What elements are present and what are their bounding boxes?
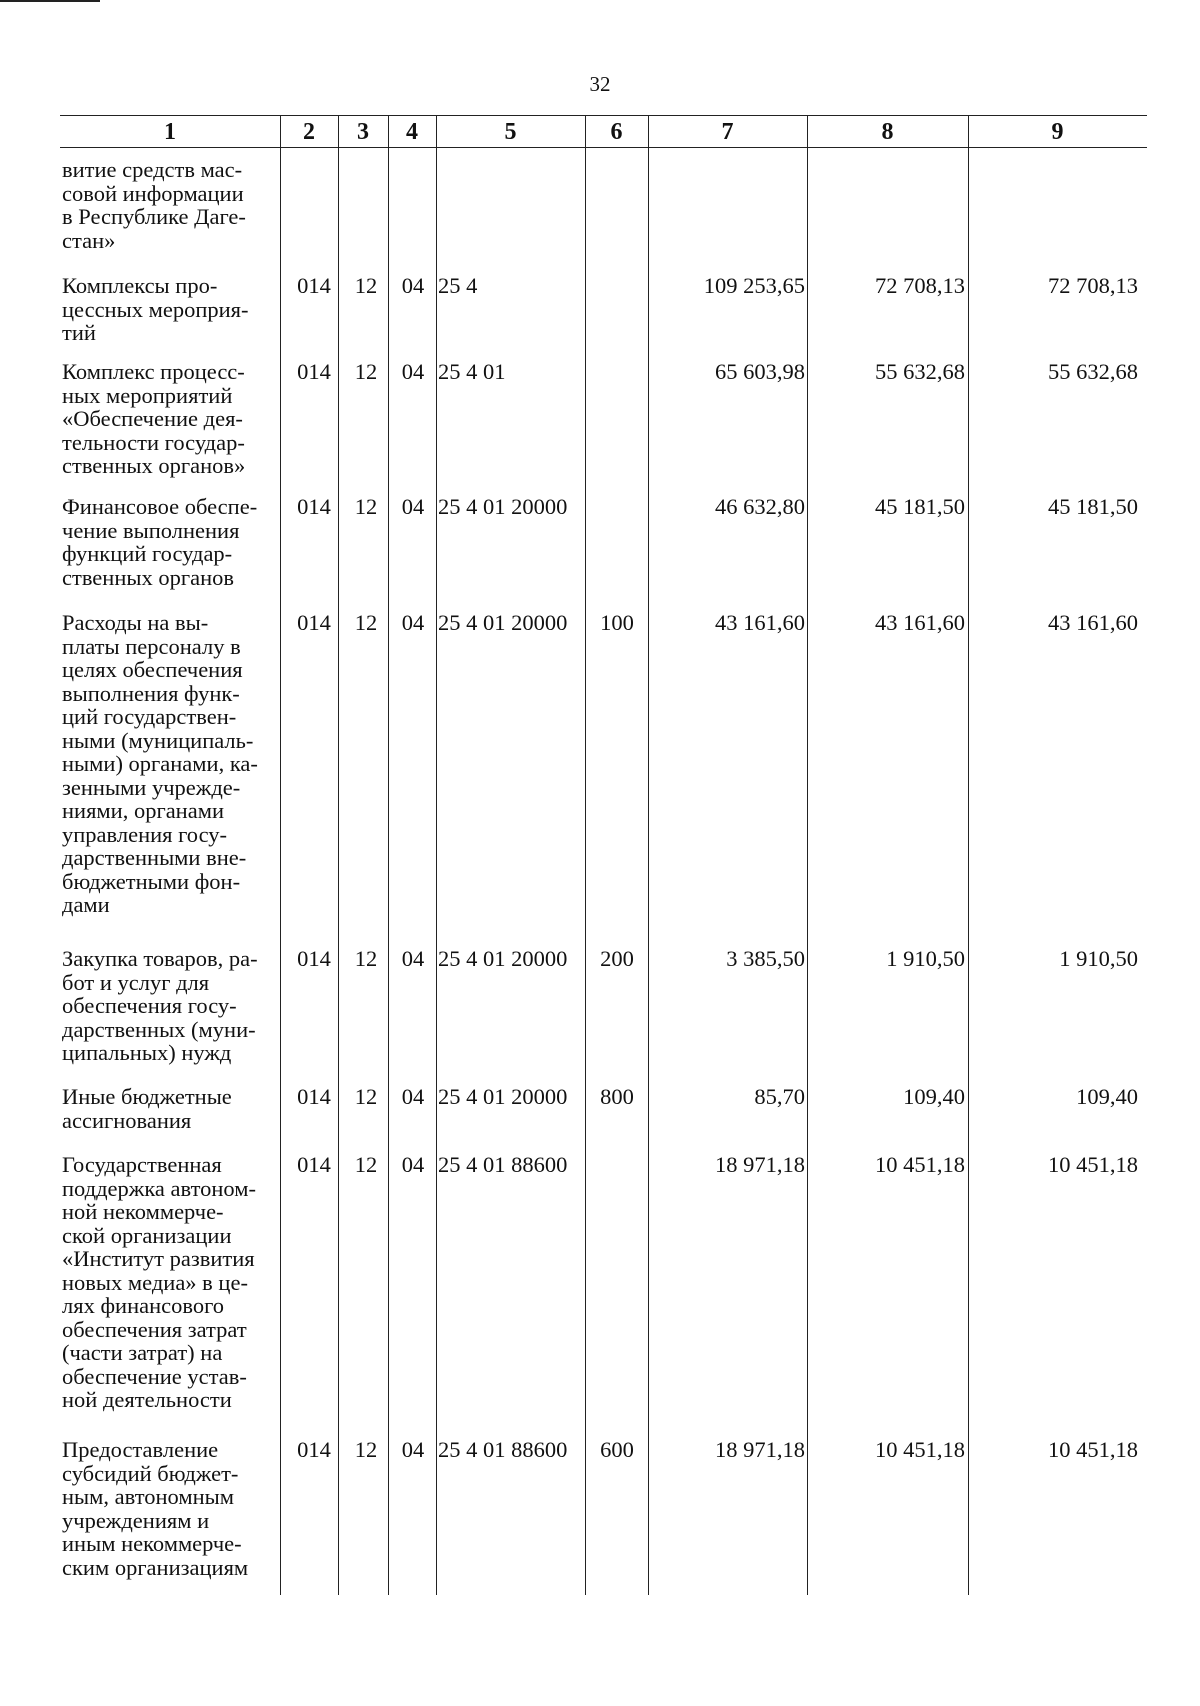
amount-col-7: 18 971,18 [715,1152,805,1177]
page-number: 32 [589,72,611,96]
header-col-8: 8 [881,119,894,145]
row-description [62,1153,282,1412]
code-subsection: 04 [401,610,425,635]
description-line: ной деятельности [62,1387,232,1412]
code-target-article: 25 4 01 20000 [438,946,568,971]
code-subsection: 04 [401,359,425,384]
description-line: ными) органами, ка- [62,751,258,776]
code-ministry: 014 [297,273,331,298]
description-line: «Обеспечение дея- [62,406,243,431]
description-line: ной некоммерче- [62,1199,224,1224]
row-description [62,1085,282,1132]
code-target-article: 25 4 01 20000 [438,1084,568,1109]
description-line: ской организации [62,1222,232,1248]
code-ministry: 014 [297,610,331,635]
code-subsection: 04 [401,273,425,298]
description-line: бот и услуг для [62,969,210,995]
description-line: новых медиа» в це- [62,1269,248,1295]
amount-col-7: 46 632,80 [715,494,805,519]
column-divider [338,115,339,1595]
amount-col-7: 43 161,60 [715,610,805,635]
amount-col-8: 10 451,18 [875,1152,965,1177]
code-ministry: 014 [297,946,331,971]
code-ministry: 014 [297,494,331,519]
description-line: Расходы на вы- [62,610,209,635]
code-section: 12 [354,494,378,519]
description-line: Закупка товаров, ра- [62,946,258,971]
column-divider [648,115,649,1595]
amount-col-9: 1 910,50 [1059,946,1138,971]
code-ministry: 014 [297,1437,331,1462]
description-line: субсидий бюджет- [62,1460,239,1486]
amount-col-8: 1 910,50 [886,946,965,971]
amount-col-8: 45 181,50 [875,494,965,519]
description-line: витие средств мас- [62,157,243,182]
code-target-article: 25 4 01 20000 [438,494,568,519]
description-line: (части затрат) на [62,1340,223,1365]
description-line: зенными учрежде- [62,774,241,800]
amount-col-7: 18 971,18 [715,1437,805,1462]
code-target-article: 25 4 01 [438,359,506,384]
header-col-6: 6 [610,119,623,145]
code-subsection: 04 [401,1437,425,1462]
amount-col-8: 72 708,13 [875,273,965,298]
description-line: ниями, органами [62,798,224,823]
amount-col-9: 10 451,18 [1048,1152,1138,1177]
row-description [62,947,282,1065]
amount-col-7: 109 253,65 [703,273,805,298]
header-col-3: 3 [357,119,369,145]
description-line: ными (муниципаль- [62,727,254,753]
description-line: выполнения функ- [62,680,240,706]
description-line: дарственных (муни- [62,1016,256,1042]
amount-col-9: 109,40 [1076,1084,1138,1109]
amount-col-7: 3 385,50 [726,946,805,971]
code-ministry: 014 [297,1084,331,1109]
description-line: дами [62,892,110,917]
description-line: обеспечение устав- [62,1363,247,1389]
amount-col-9: 43 161,60 [1048,610,1138,635]
description-line: Комплексы про- [62,273,218,298]
description-line: учреждениям и [62,1507,210,1533]
code-section: 12 [354,359,378,384]
row-description [62,158,282,252]
description-line: обеспечения госу- [62,993,237,1018]
description-line: бюджетными фон- [62,868,241,894]
amount-col-8: 109,40 [903,1084,965,1109]
description-line: цессных мероприя- [62,296,249,322]
row-description [62,611,282,917]
amount-col-9: 72 708,13 [1048,273,1138,298]
header-col-1: 1 [164,119,176,145]
amount-col-9: 45 181,50 [1048,494,1138,519]
code-section: 12 [354,610,378,635]
code-section: 12 [354,1152,378,1177]
header-bottom-rule [60,147,1147,148]
header-col-4: 4 [406,119,418,145]
description-line: тельности государ- [62,429,245,455]
description-line: функций государ- [62,541,233,566]
column-divider [968,115,969,1595]
code-subsection: 04 [401,946,425,971]
description-line: чение выполнения [62,517,240,543]
code-subsection: 04 [401,494,425,519]
code-subsection: 04 [401,1152,425,1177]
description-line: Финансовое обеспе- [62,494,258,519]
column-divider [436,115,437,1595]
budget-table [60,115,1147,1595]
amount-col-8: 43 161,60 [875,610,965,635]
row-description [62,360,282,478]
row-description [62,274,282,345]
description-line: стан» [62,227,116,253]
description-line: обеспечения затрат [62,1316,247,1342]
code-expense-type: 100 [600,610,634,635]
amount-col-9: 10 451,18 [1048,1437,1138,1462]
code-subsection: 04 [401,1084,425,1109]
code-target-article: 25 4 [438,273,478,298]
code-expense-type: 800 [600,1084,634,1109]
description-line: Государственная [62,1152,222,1177]
description-line: платы персоналу в [62,633,241,659]
description-line: управления госу- [62,821,228,847]
description-line: совой информации [62,180,244,206]
column-divider [388,115,389,1595]
header-col-5: 5 [504,119,517,145]
code-target-article: 25 4 01 88600 [438,1437,568,1462]
header-col-2: 2 [303,119,315,145]
column-divider [585,115,586,1595]
description-line: целях обеспечения [62,657,243,682]
amount-col-9: 55 632,68 [1048,359,1138,384]
amount-col-7: 65 603,98 [715,359,805,384]
code-section: 12 [354,1084,378,1109]
description-line: иным некоммерче- [62,1531,242,1556]
code-section: 12 [354,1437,378,1462]
code-target-article: 25 4 01 88600 [438,1152,568,1177]
header-col-9: 9 [1051,119,1064,145]
amount-col-7: 85,70 [754,1084,805,1109]
column-divider [807,115,808,1595]
code-expense-type: 600 [600,1437,634,1462]
description-line: Иные бюджетные [62,1084,232,1109]
code-target-article: 25 4 01 20000 [438,610,568,635]
description-line: ассигнования [62,1107,192,1133]
row-description [62,1438,282,1579]
code-ministry: 014 [297,359,331,384]
description-line: ным, автономным [62,1484,234,1509]
description-line: дарственными вне- [62,845,247,870]
header-col-7: 7 [721,119,734,145]
description-line: ственных органов» [62,453,246,478]
description-line: тий [62,320,96,345]
description-line: «Институт развития [62,1246,255,1271]
description-line: ским организациям [62,1554,249,1580]
code-ministry: 014 [297,1152,331,1177]
top-left-corner-mark [0,0,100,2]
amount-col-8: 10 451,18 [875,1437,965,1462]
amount-col-8: 55 632,68 [875,359,965,384]
row-description [62,495,282,589]
description-line: поддержка автоном- [62,1175,256,1201]
description-line: ципальных) нужд [62,1040,232,1065]
code-section: 12 [354,273,378,298]
description-line: ций государствен- [62,704,237,729]
description-line: ственных органов [62,564,235,590]
code-section: 12 [354,946,378,971]
description-line: Предоставление [62,1437,219,1462]
code-expense-type: 200 [600,946,634,971]
description-line: в Республике Даге- [62,204,246,229]
description-line: ных мероприятий [62,382,233,408]
description-line: лях финансового [62,1293,225,1318]
description-line: Комплекс процесс- [62,359,245,384]
